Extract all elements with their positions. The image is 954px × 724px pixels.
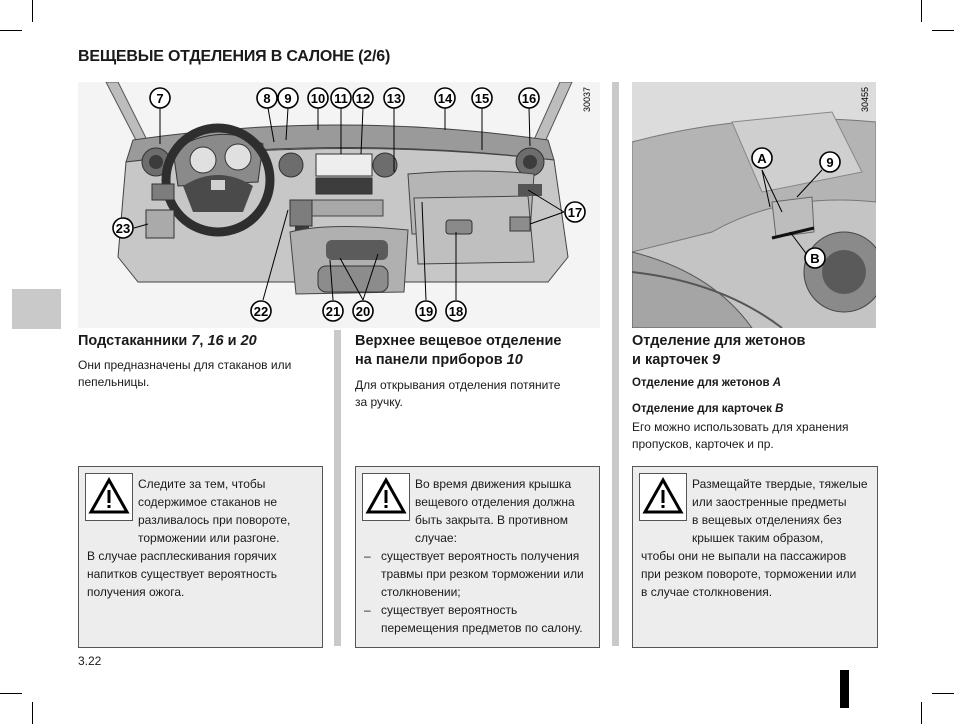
warning-box-3	[632, 466, 878, 648]
crop-mark	[932, 693, 954, 694]
callout-a	[752, 148, 772, 168]
callout-19	[416, 301, 436, 321]
svg-text:12: 12	[355, 91, 371, 106]
heading-cupholders: Подстаканники 7, 16 и 20	[78, 333, 257, 349]
svg-text:15: 15	[474, 91, 490, 106]
callout-9	[820, 152, 840, 172]
section-tab	[12, 289, 61, 329]
svg-text:23: 23	[115, 221, 131, 236]
callout-20	[353, 301, 373, 321]
svg-text:13: 13	[386, 91, 402, 106]
crop-mark	[932, 30, 954, 31]
crop-mark	[921, 0, 922, 22]
crop-mark	[32, 0, 33, 22]
svg-text:11: 11	[334, 91, 348, 106]
svg-text:20: 20	[355, 304, 371, 319]
callout-10	[308, 88, 328, 108]
warning-triangle-icon	[639, 473, 687, 521]
crop-mark	[921, 702, 922, 724]
warning-2-intro: Во время движения крышка вещевого отделения должна быть закрыта. В противном случае:	[415, 477, 575, 545]
callout-18	[446, 301, 466, 321]
callout-7	[150, 88, 170, 108]
upper-compartment-body: Для открывания отделения потяните за ручку.	[355, 378, 561, 409]
svg-text:18: 18	[448, 304, 464, 319]
crop-mark	[0, 30, 22, 31]
warning-1-text: В случае расплескивания горячих напитков существует вероятность получения ожога.	[87, 549, 278, 599]
page-edge-marker	[840, 670, 849, 708]
svg-text:16: 16	[521, 91, 537, 106]
callout-b	[805, 248, 825, 268]
page-title: ВЕЩЕВЫЕ ОТДЕЛЕНИЯ В САЛОНЕ (2/6)	[78, 48, 391, 65]
svg-text:8: 8	[263, 91, 271, 106]
svg-text:10: 10	[310, 91, 326, 106]
callout-12	[353, 88, 373, 108]
svg-text:B: B	[810, 251, 820, 266]
heading-card-holder: Отделение для жетонов и карточек 9	[632, 333, 806, 368]
callout-21	[323, 301, 343, 321]
card-holder-illustration	[632, 82, 876, 328]
warning-1-intro: Следите за тем, чтобы содержимое стаканов не разливалось при повороте, торможении или разгоне.	[138, 477, 291, 545]
svg-text:19: 19	[418, 304, 434, 319]
figure-code: 30037	[582, 86, 592, 112]
svg-text:A: A	[757, 151, 767, 166]
warning-box-2	[355, 466, 600, 648]
warning-box-1	[78, 466, 323, 648]
svg-text:14: 14	[437, 91, 453, 106]
warning-3-text: чтобы они не выпали на пассажиров при резком повороте, торможении или в случае столкновения.	[641, 549, 857, 599]
svg-text:21: 21	[325, 304, 341, 319]
svg-text:9: 9	[284, 91, 292, 106]
svg-text:7: 7	[156, 91, 164, 106]
crop-mark	[32, 702, 33, 724]
heading-upper-compartment: Верхнее вещевое отделение на панели приборов 10	[355, 333, 562, 368]
column-divider	[612, 82, 619, 646]
callout-15	[472, 88, 492, 108]
callout-16	[519, 88, 539, 108]
sub-card-holder: Отделение для карточек B	[632, 403, 784, 415]
svg-text:17: 17	[567, 205, 583, 220]
card-holder-figure	[632, 82, 876, 328]
page-number: 3.22	[78, 654, 102, 668]
dashboard-illustration	[78, 82, 600, 328]
sub-token-holder: Отделение для жетонов A	[632, 377, 782, 389]
warning-triangle-icon	[362, 473, 410, 521]
callout-8	[257, 88, 277, 108]
figure-code: 30455	[860, 86, 870, 112]
callout-11	[331, 88, 351, 108]
card-holder-body: Его можно использовать для хранения пропусков, карточек и пр.	[632, 420, 849, 451]
callout-14	[435, 88, 455, 108]
warning-3-intro: Размещайте твердые, тяжелые или заостренные предметы в вещевых отделениях без крышек таким образом,	[692, 477, 868, 545]
callout-13	[384, 88, 404, 108]
svg-text:22: 22	[253, 304, 269, 319]
cupholders-body: Они предназначены для стаканов или пепельницы.	[78, 358, 292, 389]
dashboard-figure	[78, 82, 600, 328]
svg-text:9: 9	[826, 155, 834, 170]
warning-2-bullets: – существует вероятность получения травмы при резком торможении или столкновении; – существует вероятность перемещения предметов по салону.	[364, 549, 584, 635]
crop-mark	[0, 693, 22, 694]
callout-9	[278, 88, 298, 108]
column-divider	[334, 330, 341, 646]
callout-22	[251, 301, 271, 321]
warning-triangle-icon	[85, 473, 133, 521]
callout-23	[113, 218, 133, 238]
callout-17	[565, 202, 585, 222]
